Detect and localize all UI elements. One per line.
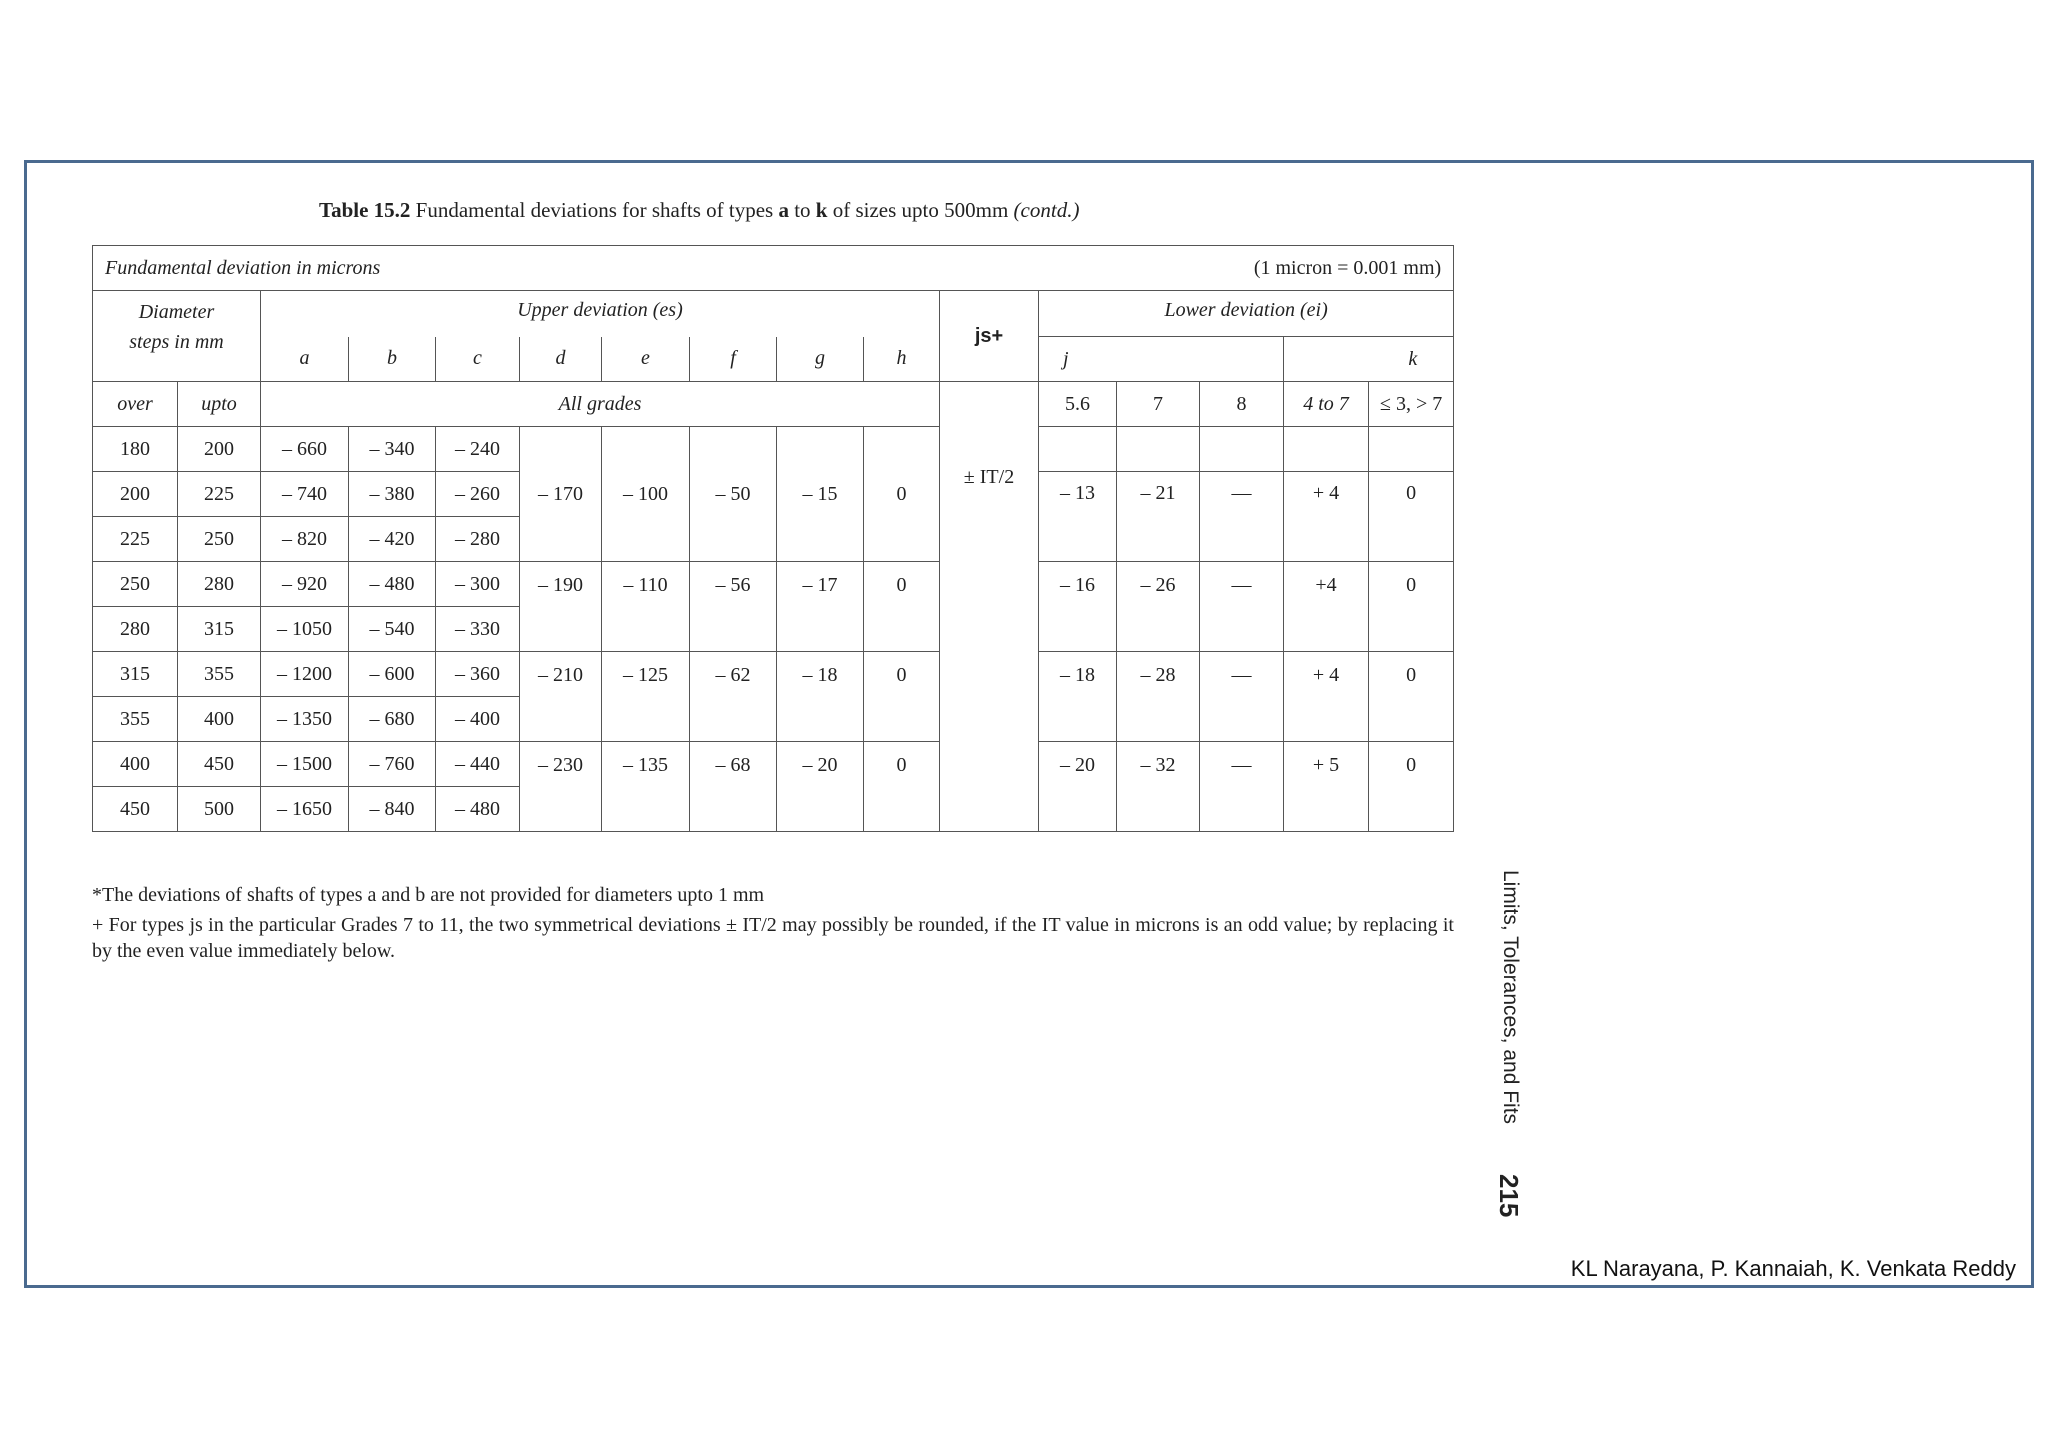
cell-b: – 760 — [349, 742, 436, 787]
cell-k3: 0 — [1369, 742, 1454, 832]
grade-56: 5.6 — [1039, 382, 1117, 427]
chapter-side-text: Limits, Tolerances, and Fits — [1499, 870, 1522, 1125]
letter-a: a — [261, 337, 349, 382]
cell-b: – 540 — [349, 607, 436, 652]
cell-b: – 340 — [349, 427, 436, 472]
cell-c: – 400 — [436, 697, 520, 742]
cell-upto: 200 — [178, 427, 261, 472]
cell-j56: – 16 — [1039, 562, 1117, 652]
cell-e: – 135 — [602, 742, 690, 832]
cell-b: – 600 — [349, 652, 436, 697]
cell-over: 250 — [93, 562, 178, 607]
cell-g: – 20 — [777, 742, 864, 832]
grade-4to7: 4 to 7 — [1284, 382, 1369, 427]
table-title: Table 15.2 Fundamental deviations for shafts of types a to k of sizes upto 500mm (contd.) — [319, 198, 1080, 222]
cell-k47: +4 — [1284, 562, 1369, 652]
cell-upto: 500 — [178, 787, 261, 832]
cell-upto: 450 — [178, 742, 261, 787]
authors: KL Narayana, P. Kannaiah, K. Venkata Reddy — [1570, 1256, 2016, 1281]
cell-a: – 1200 — [261, 652, 349, 697]
cell-d: – 170 — [520, 427, 602, 562]
cell-a: – 1650 — [261, 787, 349, 832]
cell-e: – 125 — [602, 652, 690, 742]
grade-le3gt7: ≤ 3, > 7 — [1369, 382, 1454, 427]
cell-f: – 50 — [690, 427, 777, 562]
cell-d: – 190 — [520, 562, 602, 652]
letter-e: e — [602, 337, 690, 382]
cell-a: – 1050 — [261, 607, 349, 652]
cell-j8 — [1200, 427, 1284, 472]
cell-j7: – 28 — [1117, 652, 1200, 742]
footnotes — [92, 882, 1454, 968]
cell-b: – 380 — [349, 472, 436, 517]
cell-f: – 56 — [690, 562, 777, 652]
js-value: ± IT/2 — [963, 466, 1015, 488]
cell-d: – 230 — [520, 742, 602, 832]
cell-upto: 400 — [178, 697, 261, 742]
footnote-1: *The deviations of shafts of types a and b are not provided for diameters upto 1 mm — [92, 884, 765, 906]
letter-k: k — [1284, 337, 1454, 382]
js-header: js+ — [940, 291, 1039, 382]
cell-j8: — — [1200, 742, 1284, 832]
cell-over: 355 — [93, 697, 178, 742]
cell-c: – 440 — [436, 742, 520, 787]
cell-c: – 240 — [436, 427, 520, 472]
cell-j8: — — [1200, 562, 1284, 652]
grade-7: 7 — [1117, 382, 1200, 427]
table-row — [93, 427, 1454, 472]
micron-note: (1 micron = 0.001 mm) — [1253, 256, 1442, 279]
js-value-cell — [940, 382, 1039, 832]
cell-k3: 0 — [1369, 652, 1454, 742]
cell-b: – 480 — [349, 562, 436, 607]
cell-f: – 62 — [690, 652, 777, 742]
cell-over: 400 — [93, 742, 178, 787]
cell-over: 225 — [93, 517, 178, 562]
cell-c: – 280 — [436, 517, 520, 562]
upper-deviation-header: Upper deviation (es) — [261, 291, 940, 337]
cell-h: 0 — [864, 562, 940, 652]
letter-d: d — [520, 337, 602, 382]
cell-j56: – 20 — [1039, 742, 1117, 832]
cell-e: – 100 — [602, 427, 690, 562]
cell-c: – 300 — [436, 562, 520, 607]
cell-k47 — [1284, 427, 1369, 472]
cell-a: – 660 — [261, 427, 349, 472]
cell-j56: – 18 — [1039, 652, 1117, 742]
cell-k47: + 4 — [1284, 652, 1369, 742]
letter-g: g — [777, 337, 864, 382]
deviation-table — [92, 245, 1454, 832]
over-header: over — [93, 382, 178, 427]
cell-k47: + 4 — [1284, 472, 1369, 562]
grade-8: 8 — [1200, 382, 1284, 427]
page-number: 215 — [1494, 1174, 1524, 1218]
letter-c: c — [436, 337, 520, 382]
cell-k3 — [1369, 427, 1454, 472]
cell-over: 180 — [93, 427, 178, 472]
cell-d: – 210 — [520, 652, 602, 742]
cell-a: – 920 — [261, 562, 349, 607]
lower-deviation-header: Lower deviation (ei) — [1039, 291, 1454, 337]
cell-h: 0 — [864, 427, 940, 562]
footnote-2: + For types js in the particular Grades 7 to 11, the two symmetrical deviations ± IT/2 may possibly be rounded, if the IT value in microns is an odd value; by replacing it by the even value immediately below. — [92, 914, 1454, 962]
cell-upto: 280 — [178, 562, 261, 607]
cell-k3: 0 — [1369, 472, 1454, 562]
cell-c: – 360 — [436, 652, 520, 697]
cell-j56 — [1039, 427, 1117, 472]
cell-over: 450 — [93, 787, 178, 832]
cell-j7: – 21 — [1117, 472, 1200, 562]
cell-f: – 68 — [690, 742, 777, 832]
cell-g: – 15 — [777, 427, 864, 562]
cell-j7: – 32 — [1117, 742, 1200, 832]
cell-k47: + 5 — [1284, 742, 1369, 832]
cell-upto: 315 — [178, 607, 261, 652]
cell-j7: – 26 — [1117, 562, 1200, 652]
cell-k3: 0 — [1369, 562, 1454, 652]
cell-a: – 1350 — [261, 697, 349, 742]
cell-c: – 330 — [436, 607, 520, 652]
cell-upto: 355 — [178, 652, 261, 697]
letter-h: h — [864, 337, 940, 382]
fundamental-deviation-label: Fundamental deviation in microns — [105, 256, 381, 279]
diameter-header: Diameter steps in mm — [93, 291, 261, 382]
cell-g: – 17 — [777, 562, 864, 652]
cell-a: – 740 — [261, 472, 349, 517]
cell-e: – 110 — [602, 562, 690, 652]
cell-j8: — — [1200, 472, 1284, 562]
letter-f: f — [690, 337, 777, 382]
letter-j: j — [1039, 337, 1284, 382]
cell-h: 0 — [864, 742, 940, 832]
table-row — [93, 742, 1454, 787]
cell-a: – 1500 — [261, 742, 349, 787]
cell-a: – 820 — [261, 517, 349, 562]
cell-upto: 250 — [178, 517, 261, 562]
upto-header: upto — [178, 382, 261, 427]
letter-b: b — [349, 337, 436, 382]
cell-g: – 18 — [777, 652, 864, 742]
all-grades-header: All grades — [261, 382, 940, 427]
cell-over: 280 — [93, 607, 178, 652]
cell-j56: – 13 — [1039, 472, 1117, 562]
cell-over: 315 — [93, 652, 178, 697]
table-row — [93, 562, 1454, 607]
table-row — [93, 652, 1454, 697]
cell-c: – 480 — [436, 787, 520, 832]
cell-h: 0 — [864, 652, 940, 742]
cell-upto: 225 — [178, 472, 261, 517]
cell-c: – 260 — [436, 472, 520, 517]
cell-b: – 420 — [349, 517, 436, 562]
cell-j8: — — [1200, 652, 1284, 742]
cell-b: – 680 — [349, 697, 436, 742]
cell-j7 — [1117, 427, 1200, 472]
cell-b: – 840 — [349, 787, 436, 832]
cell-over: 200 — [93, 472, 178, 517]
